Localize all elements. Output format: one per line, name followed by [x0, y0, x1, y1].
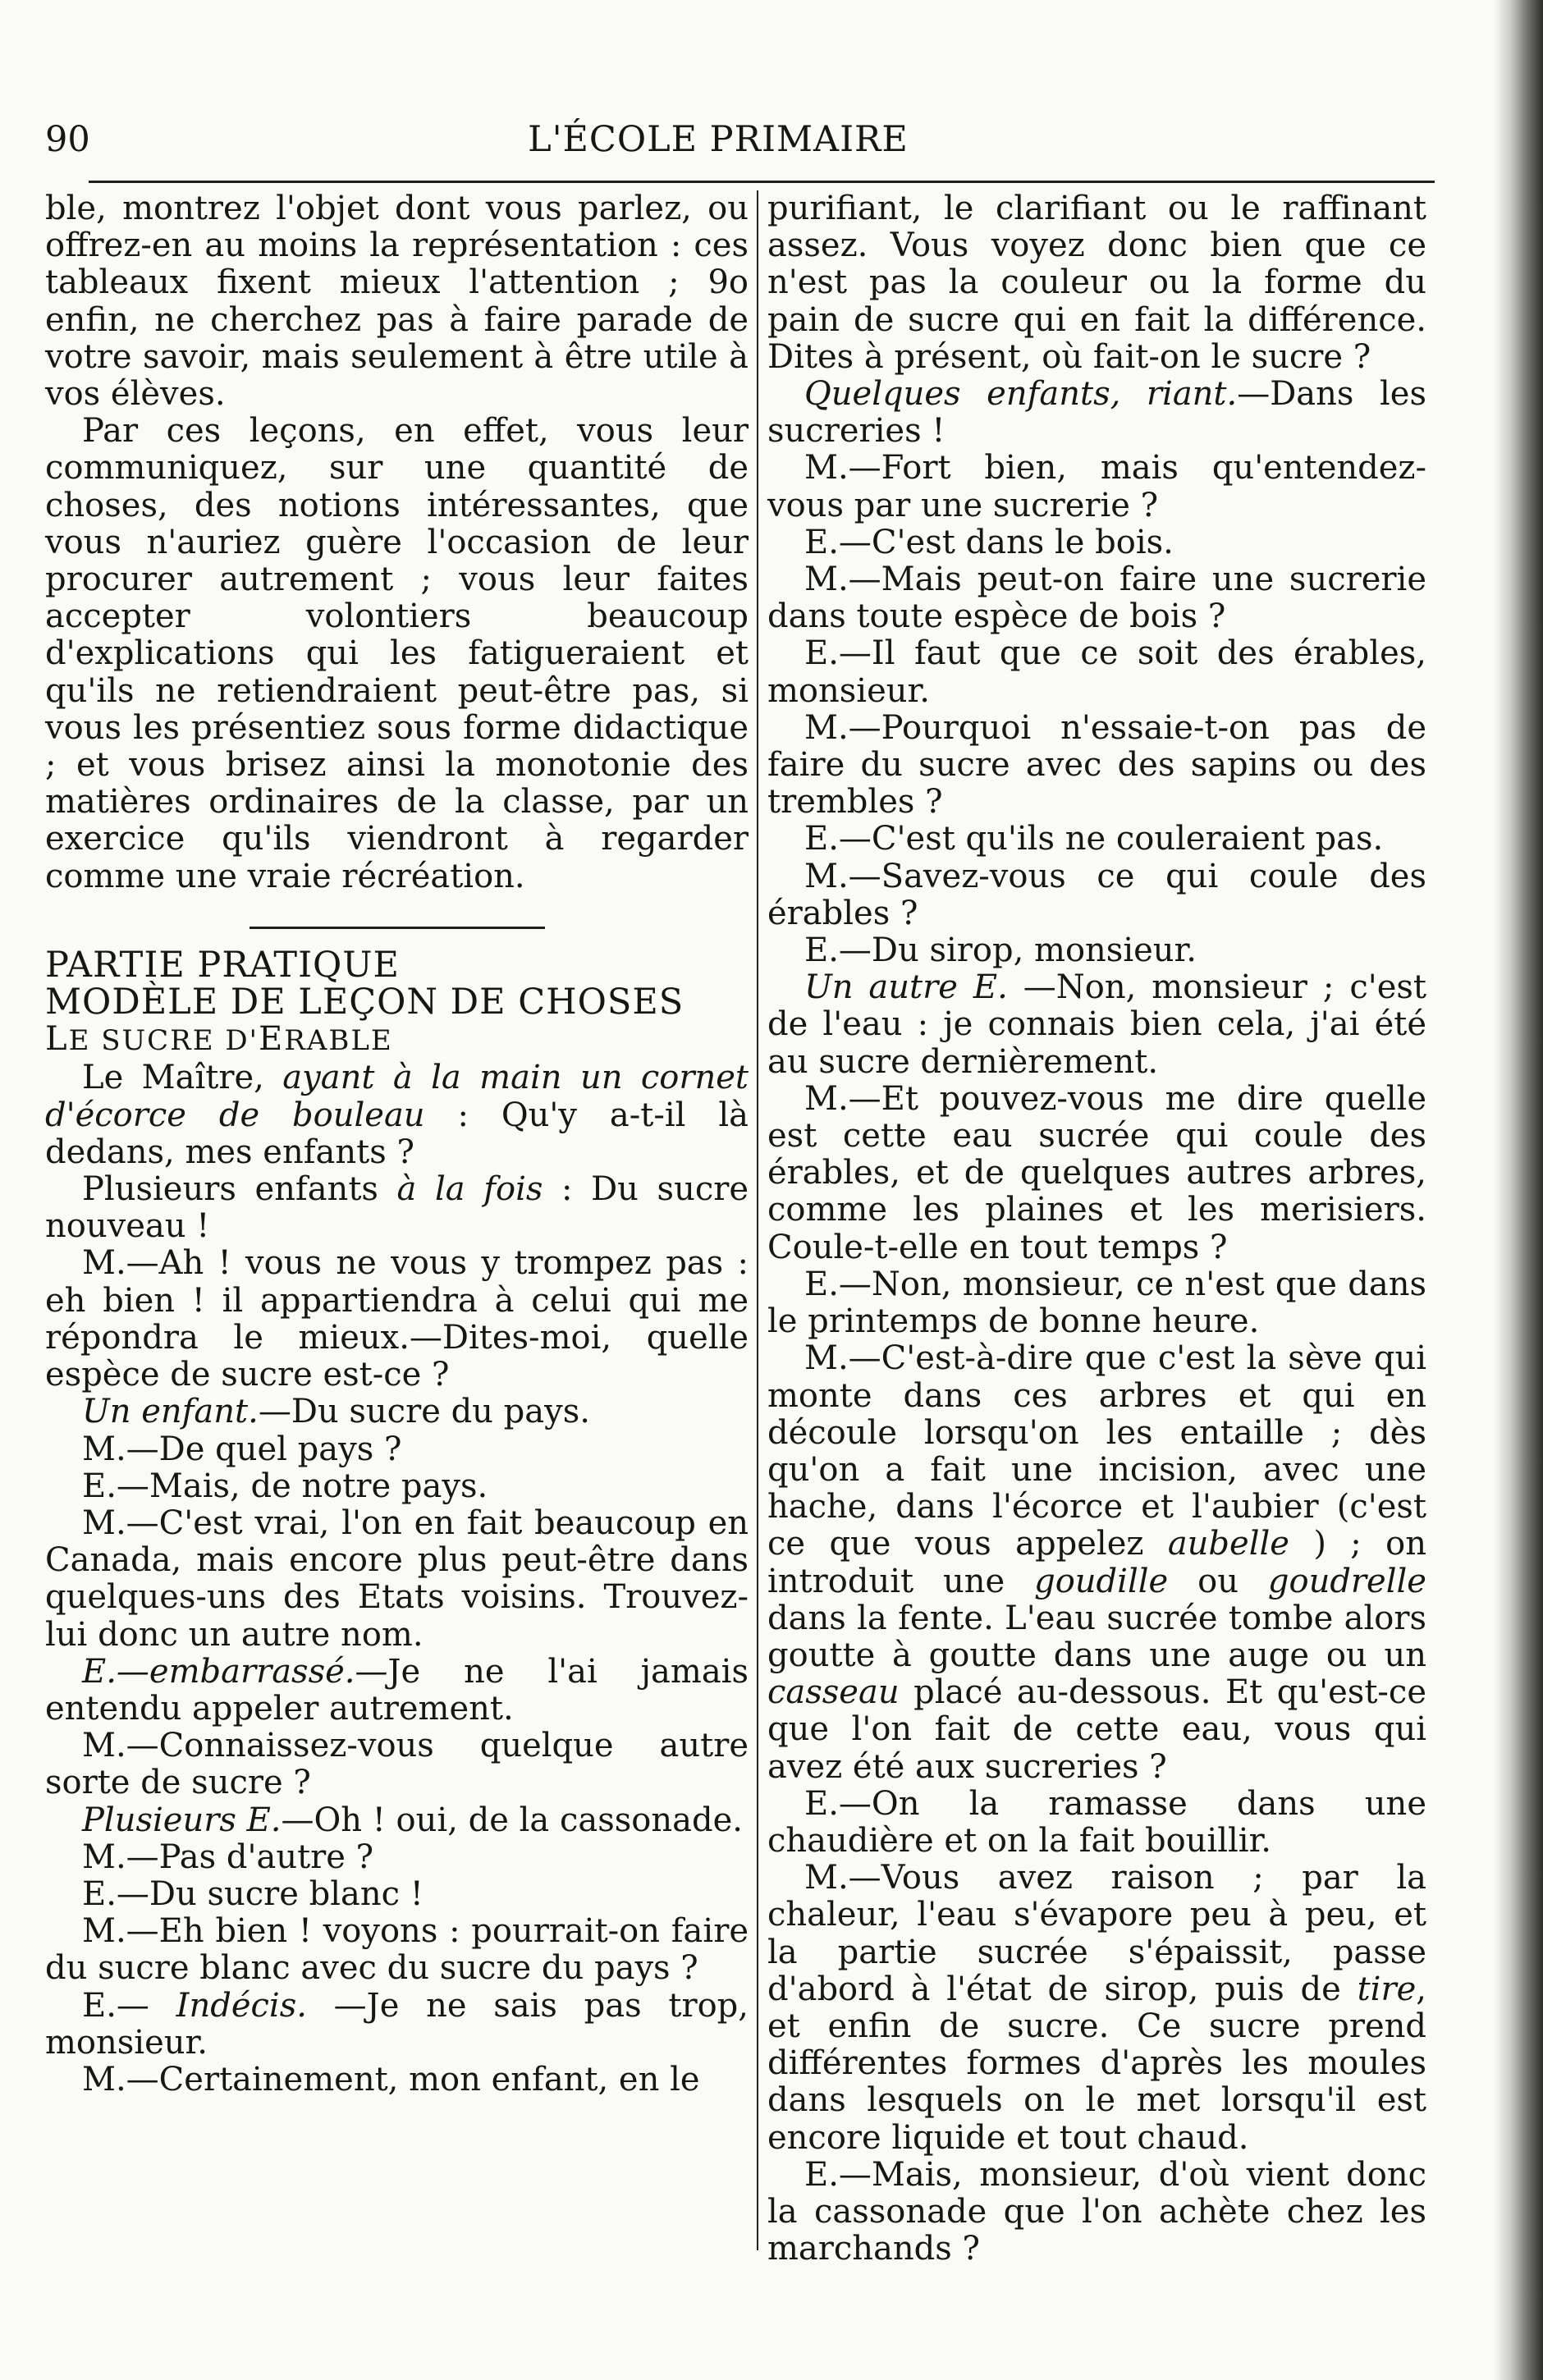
running-title: L'ÉCOLE PRIMAIRE — [528, 119, 909, 160]
dialogue-line: E.—C'est qu'ils ne couleraient pas. — [804, 820, 1384, 858]
page-edge-shadow — [1494, 0, 1543, 2380]
header-rule — [89, 181, 1435, 183]
dialogue-line: E.—Du sirop, monsieur. — [804, 931, 1197, 970]
dialogue-line: E.—Mais, monsieur, d'où vient donc la cassonade que l'on achète chez les marchands ? — [767, 2155, 1426, 2268]
dialogue-line: M.—Connaissez-vous quelque autre sorte de sucre ? — [45, 1727, 749, 1802]
dialogue-line: M.—Certainement, mon enfant, en le — [82, 2060, 700, 2099]
dialogue-line: Le Maître, ayant à la main un cornet d'écorce de bouleau : Qu'y a-t-il là dedans, mes enfants ? — [45, 1059, 749, 1171]
dialogue-line: M.—Ah ! vous ne vous y trompez pas : eh bien ! il appartiendra à celui qui me répondra le mieux.—Dites-moi, quelle espèce de sucre est-ce ? — [45, 1244, 749, 1394]
dialogue-line: M.—Pourquoi n'essaie-t-on pas de faire du sucre avec des sapins ou des trembles ? — [767, 708, 1426, 822]
dialogue-line: M.—Savez-vous ce qui coule des érables ? — [767, 857, 1426, 932]
dialogue-line: purifiant, le clarifiant ou le raffinant assez. Vous voyez donc bien que ce n'est pas la couleur ou la forme du pain de sucre qui en fait la différence. Dites à présent, où fait-on le sucre ? — [767, 190, 1426, 376]
intro-paragraph: Par ces leçons, en effet, vous leur communiquez, sur une quantité de choses, des notions intéressantes, que vous n'auriez guère l'occasion de leur procurer autrement ; vous leur faites accepter volontiers beaucoup d'explications qui les fatigueraient et qu'ils ne retiendraient peut-être pas, si vous les présentiez sous forme didactique ; et vous brisez ainsi la monotonie des matières ordinaires de la classe, par un exercice qu'ils viendront à regarder comme une vraie récréation. — [45, 412, 749, 895]
dialogue-line: Un autre E. —Non, monsieur ; c'est de l'eau : je connais bien cela, j'ai été au sucre dernièrement. — [767, 968, 1427, 1081]
dialogue-line: M.—Eh bien ! voyons : pourrait-on faire du sucre blanc avec du sucre du pays ? — [45, 1912, 749, 1988]
column-divider — [757, 190, 758, 2250]
page-number: 90 — [45, 119, 90, 160]
page-header — [0, 119, 1436, 168]
dialogue-line: E.—C'est dans le bois. — [804, 523, 1174, 561]
dialogue-line: Un enfant.—Du sucre du pays. — [82, 1393, 590, 1431]
model-heading: MODÈLE DE LEÇON DE CHOSES — [45, 982, 685, 1023]
left-dialogue — [45, 1060, 749, 2099]
intro-paragraph: ble, montrez l'objet dont vous parlez, ou offrez-en au moins la représentation : ces tableaux fixent mieux l'attention ; 9o enfin, ne cherchez pas à faire parade de votre savoir, mais seulement à être utile à vos élèves. — [45, 190, 749, 414]
dialogue-line: E.—Du sucre blanc ! — [82, 1874, 424, 1913]
dialogue-line: Quelques enfants, riant.—Dans les sucreries ! — [767, 375, 1426, 451]
dialogue-line: E.—Il faut que ce soit des érables, monsieur. — [767, 634, 1426, 710]
dialogue-line: M.—C'est-à-dire que c'est la sève qui monte dans ces arbres et qui en découle lorsqu'on les entaille ; dès qu'on a fait une incision, avec une hache, dans l'écorce et l'aubier (c'est ce que vous appelez aubelle ) ; on introduit une goudille ou goudrelle dans la fente. L'eau sucrée tombe alors goutte à goutte dans une auge ou un casseau placé au-dessous. Et qu'est-ce que l'on fait de cette eau, vous qui avez été aux sucreries ? — [767, 1339, 1426, 1786]
dialogue-line: E.—Mais, de notre pays. — [82, 1467, 488, 1505]
dialogue-line: E.—On la ramasse dans une chaudière et on la fait bouillir. — [767, 1784, 1426, 1860]
dialogue-line: M.—Pas d'autre ? — [82, 1838, 374, 1876]
dialogue-line: Plusieurs E.—Oh ! oui, de la cassonade. — [82, 1801, 743, 1839]
lesson-title: LE SUCRE D'ERABLE — [45, 1020, 393, 1059]
dialogue-line: M.—Et pouvez-vous me dire quelle est cette eau sucrée qui coule des érables, et de quelques autres arbres, comme les plaines et les merisiers. Coule-t-elle en tout temps ? — [767, 1079, 1426, 1266]
section-heading: PARTIE PRATIQUE — [45, 944, 400, 986]
dialogue-line: M.—Vous avez raison ; par la chaleur, l'eau s'évapore peu à peu, et la partie sucrée s'épaissit, passe d'abord à l'état de sirop, puis de tire, et enfin de sucre. Ce sucre prend différentes formes d'après les moules dans lesquels on le met lorsqu'il est encore liquide et tout chaud. — [767, 1859, 1426, 2157]
dialogue-line: M.—C'est vrai, l'on en fait beaucoup en Canada, mais encore plus peut-être dans quelques-uns des Etats voisins. Trouvez-lui donc un autre nom. — [45, 1504, 749, 1654]
dialogue-line: M.—Fort bien, mais qu'entendez-vous par une sucrerie ? — [767, 449, 1426, 524]
section-divider — [250, 927, 545, 929]
dialogue-line: M.—Mais peut-on faire une sucrerie dans toute espèce de bois ? — [767, 561, 1426, 636]
dialogue-line: E.—embarrassé.—Je ne l'ai jamais entendu appeler autrement. — [45, 1652, 749, 1728]
right-column — [767, 190, 1426, 2268]
left-column — [45, 190, 749, 2099]
dialogue-line: E.— Indécis. —Je ne sais pas trop, monsieur. — [45, 1986, 749, 2062]
dialogue-line: Plusieurs enfants à la fois : Du sucre nouveau ! — [45, 1170, 749, 1246]
dialogue-line: M.—De quel pays ? — [82, 1430, 402, 1468]
dialogue-line: E.—Non, monsieur, ce n'est que dans le printemps de bonne heure. — [767, 1265, 1426, 1341]
